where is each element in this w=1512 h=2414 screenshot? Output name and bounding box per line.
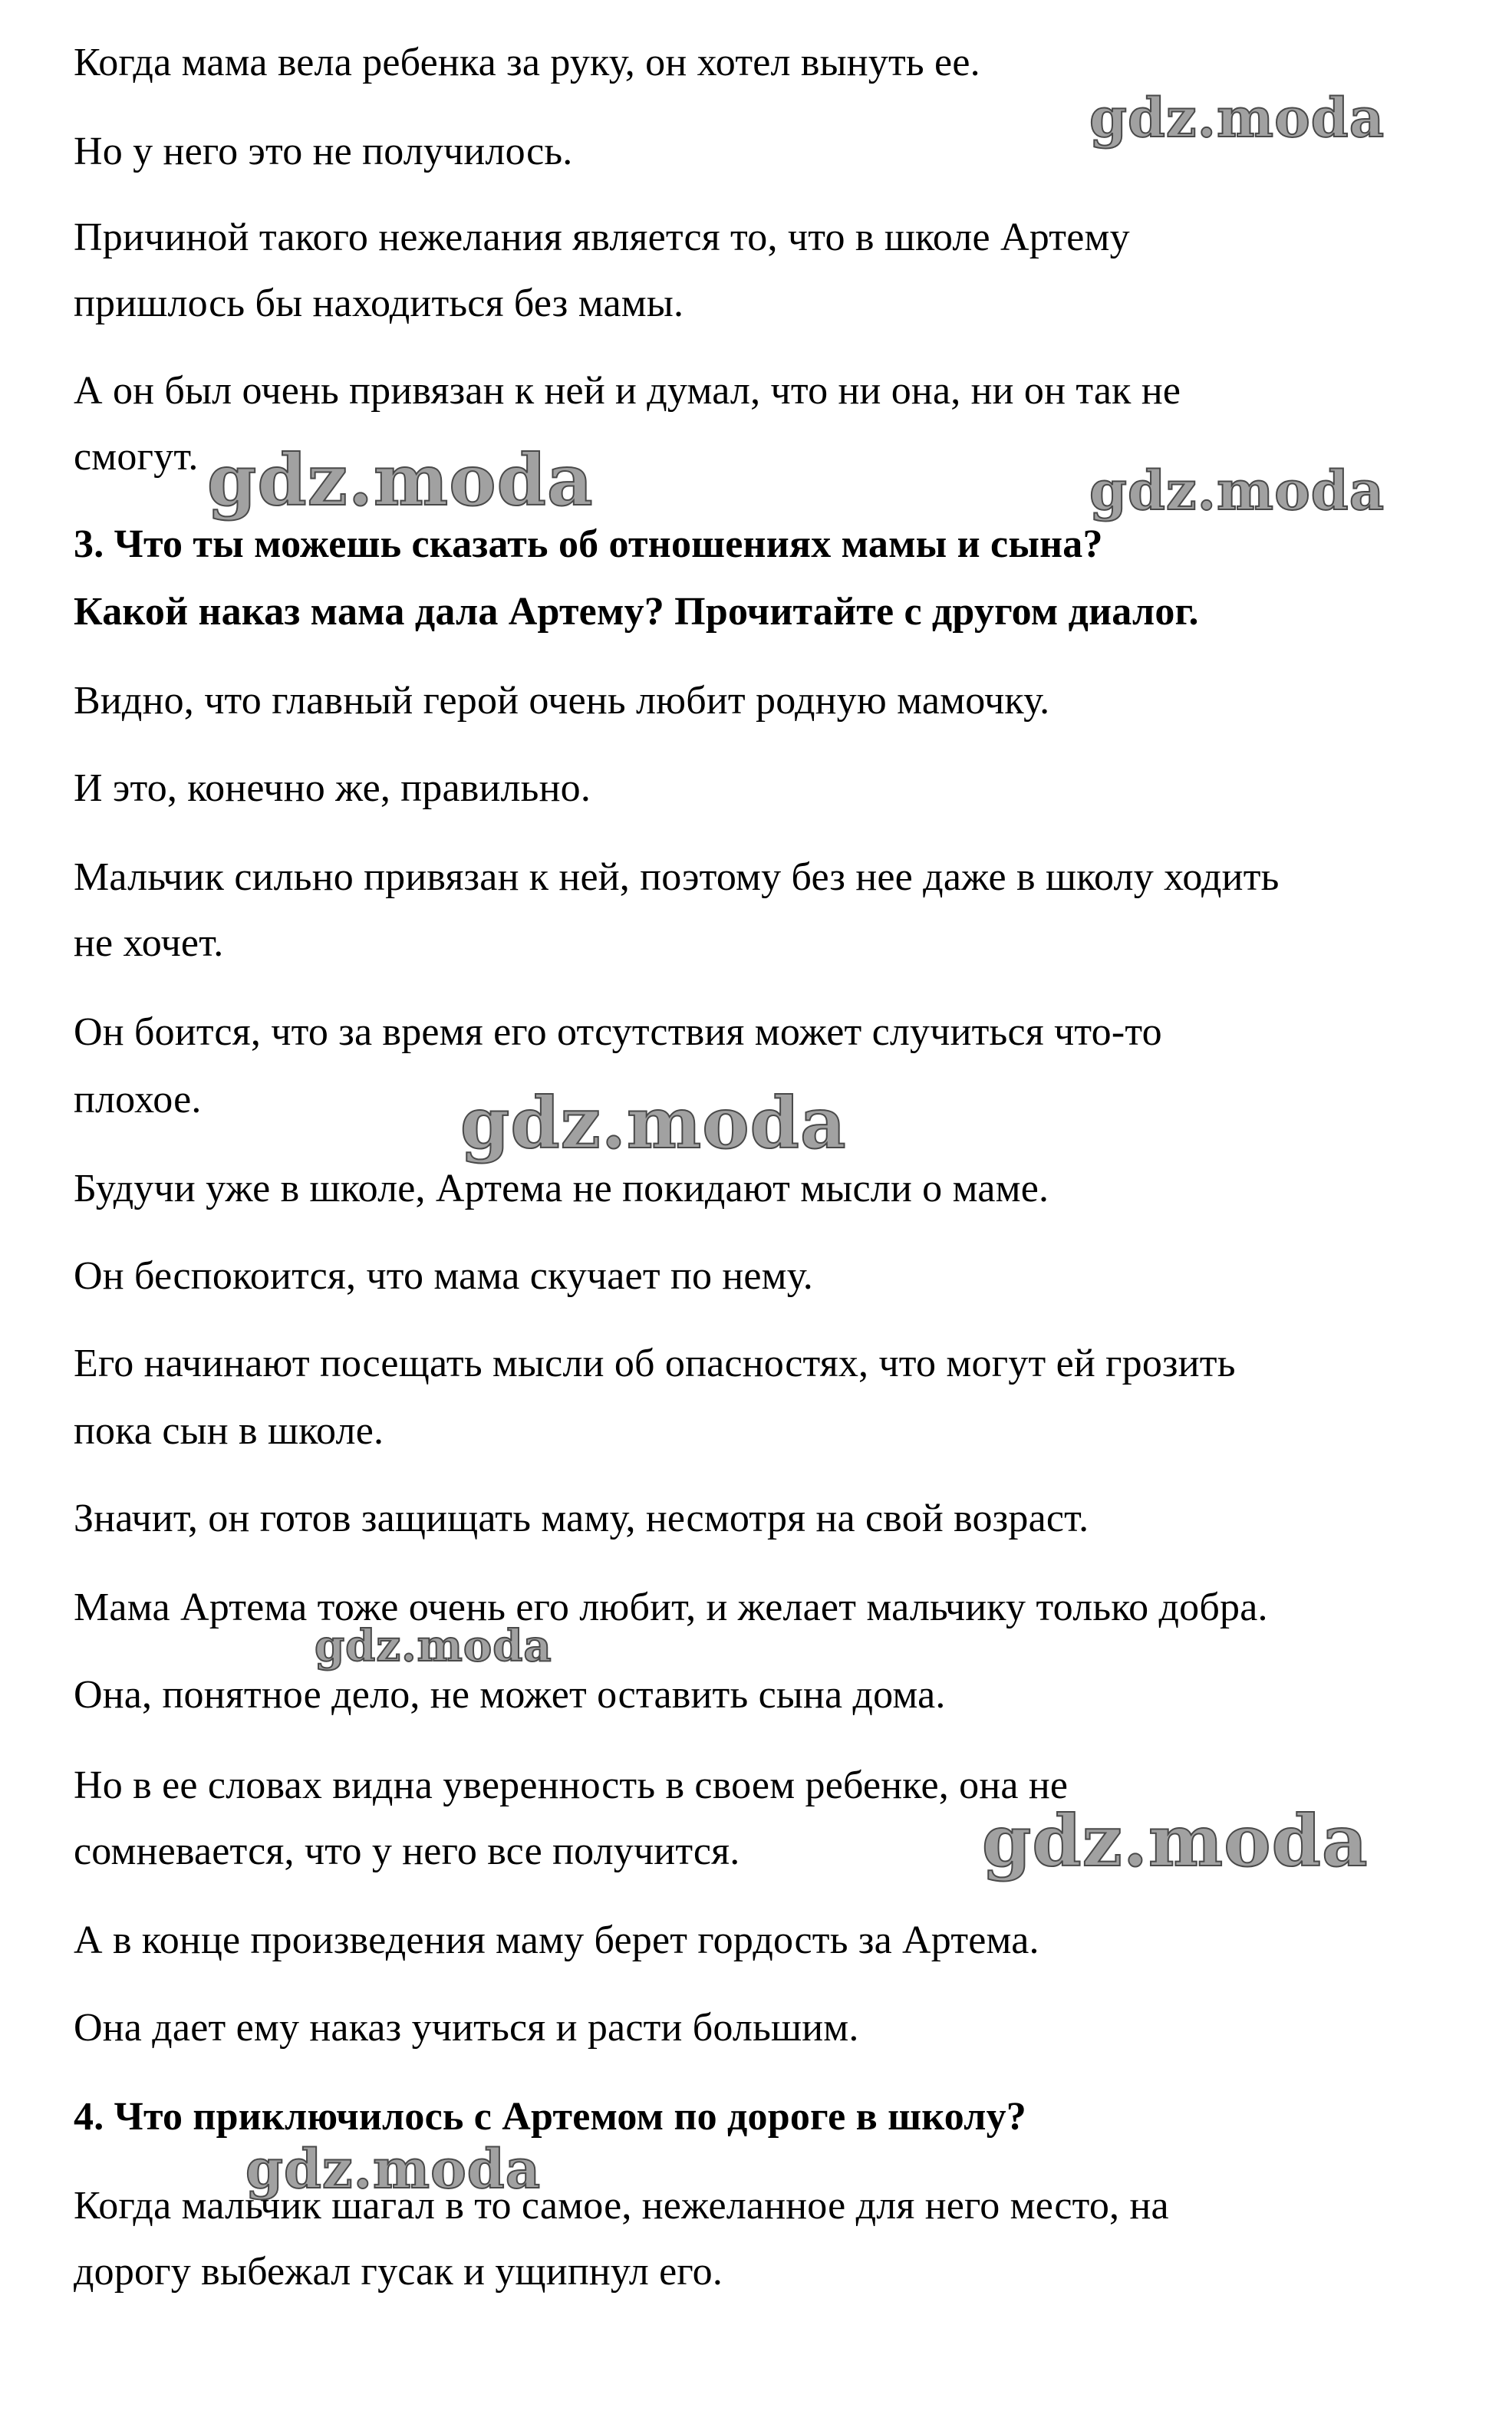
text-line: Его начинают посещать мысли об опасностях, что могут ей грозить (74, 1342, 1236, 1385)
text-line: Но у него это не получилось. (74, 130, 573, 173)
text-line: И это, конечно же, правильно. (74, 766, 591, 810)
text-line: Он боится, что за время его отсутствия может случиться что-то (74, 1010, 1162, 1054)
watermark: gdz.moda (315, 1621, 552, 1671)
watermark: gdz.moda (207, 439, 594, 522)
text-line: сомневается, что у него все получится. (74, 1829, 740, 1873)
watermark: gdz.moda (245, 2137, 542, 2201)
text-line: смогут. (74, 435, 199, 479)
text-line: Причиной такого нежелания является то, что в школе Артему (74, 216, 1130, 259)
watermark: gdz.moda (1089, 86, 1385, 150)
text-line: Он беспокоится, что мама скучает по нему. (74, 1254, 813, 1298)
watermark: gdz.moda (460, 1082, 847, 1164)
question-heading: Какой наказ мама дала Артему? Прочитайте с другом диалог. (74, 590, 1199, 634)
text-line: А он был очень привязан к ней и думал, что ни она, ни он так не (74, 369, 1181, 413)
text-line: пока сын в школе. (74, 1409, 384, 1453)
text-line: А в конце произведения маму берет гордость за Артема. (74, 1918, 1039, 1962)
text-line: Но в ее словах видна уверенность в своем ребенке, она не (74, 1764, 1069, 1807)
text-line: Когда мама вела ребенка за руку, он хотел вынуть ее. (74, 41, 980, 84)
text-line: дорогу выбежал гусак и ущипнул его. (74, 2250, 723, 2294)
text-line: пришлось бы находиться без мамы. (74, 282, 684, 325)
text-line: Значит, он готов защищать маму, несмотря на свой возраст. (74, 1497, 1089, 1540)
text-line: Видно, что главный герой очень любит родную мамочку. (74, 679, 1050, 723)
question-heading: 3. Что ты можешь сказать об отношениях мамы и сына? (74, 522, 1103, 566)
text-line: Мама Артема тоже очень его любит, и желает мальчику только добра. (74, 1586, 1268, 1629)
question-heading: 4. Что приключилось с Артемом по дороге в школу? (74, 2095, 1026, 2139)
text-line: Она дает ему наказ учиться и расти большим. (74, 2006, 859, 2050)
text-line: Будучи уже в школе, Артема не покидают мысли о маме. (74, 1167, 1049, 1210)
watermark: gdz.moda (982, 1800, 1369, 1882)
text-line: плохое. (74, 1078, 202, 1121)
text-line: Когда мальчик шагал в то самое, нежеланное для него место, на (74, 2184, 1169, 2228)
text-line: не хочет. (74, 921, 224, 965)
text-line: Мальчик сильно привязан к ней, поэтому без нее даже в школу ходить (74, 855, 1280, 899)
text-line: Она, понятное дело, не может оставить сына дома. (74, 1673, 946, 1717)
watermark: gdz.moda (1089, 459, 1385, 522)
